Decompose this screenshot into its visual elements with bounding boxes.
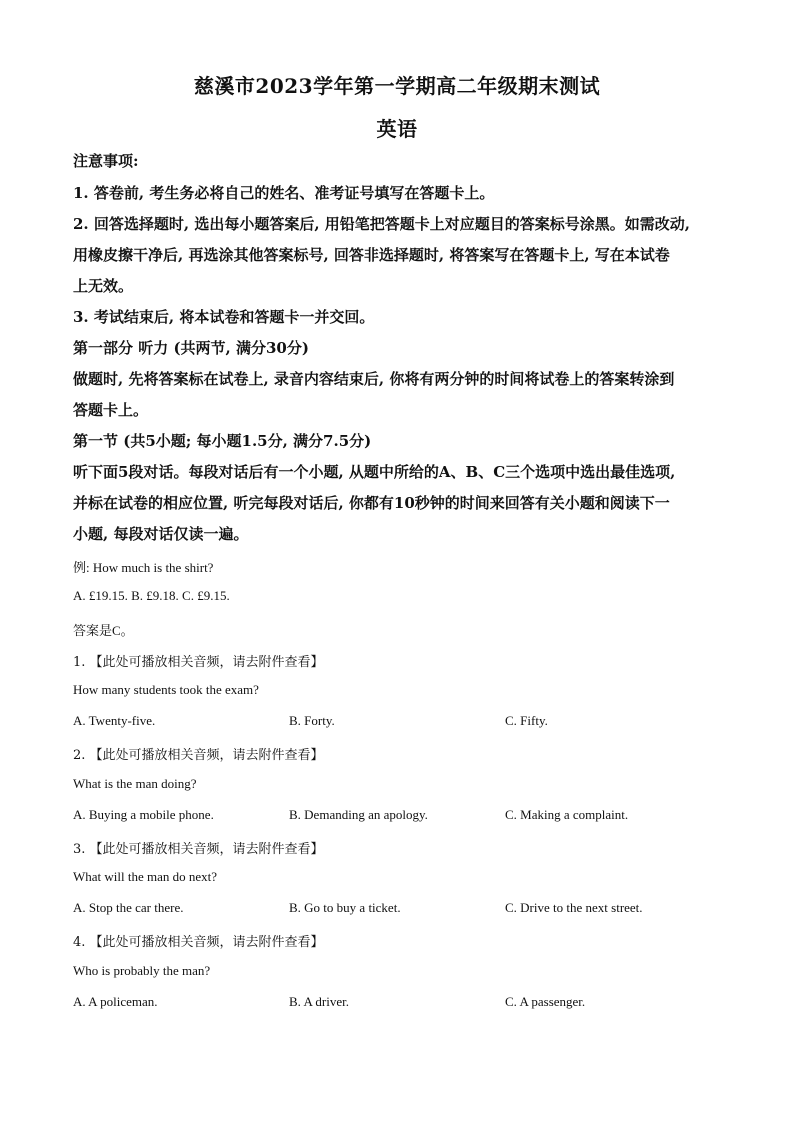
option-b[interactable]: B. Demanding an apology. bbox=[289, 807, 428, 822]
section1-heading: 第一节 (共5小题; 每小题1.5分, 满分7.5分) bbox=[73, 432, 372, 450]
option-c[interactable]: C. A passenger. bbox=[505, 994, 586, 1009]
audio-placeholder[interactable]: 3. 【此处可播放相关音频，请去附件查看】 bbox=[73, 842, 324, 857]
instruction-line: 听下面5段对话。每段对话后有一个小题, 从题中所给的A、B、C三个选项中选出最佳选项, bbox=[73, 463, 676, 481]
option-b[interactable]: B. A driver. bbox=[289, 994, 349, 1009]
example-answer: 答案是C。 bbox=[73, 623, 134, 638]
question-text: What is the man doing? bbox=[73, 776, 197, 791]
option-a[interactable]: A. Stop the car there. bbox=[73, 900, 184, 915]
note-line: 1. 答卷前, 考生务必将自己的姓名、准考证号填写在答题卡上。 bbox=[73, 184, 495, 202]
option-a[interactable]: A. Buying a mobile phone. bbox=[73, 807, 214, 822]
instruction-line: 小题, 每段对话仅读一遍。 bbox=[73, 525, 249, 543]
note-line: 上无效。 bbox=[73, 277, 134, 295]
audio-placeholder[interactable]: 1. 【此处可播放相关音频，请去附件查看】 bbox=[73, 655, 324, 670]
note-line: 3. 考试结束后, 将本试卷和答题卡一并交回。 bbox=[73, 308, 375, 326]
question-text: How many students took the exam? bbox=[73, 682, 259, 697]
subject-title: 英语 bbox=[376, 117, 418, 141]
notes-heading: 注意事项: bbox=[73, 152, 139, 170]
option-c[interactable]: C. Fifty. bbox=[505, 713, 548, 728]
option-c[interactable]: C. Drive to the next street. bbox=[505, 900, 643, 915]
example-options: A. £19.15. B. £9.18. C. £9.15. bbox=[73, 588, 230, 603]
option-a[interactable]: A. A policeman. bbox=[73, 994, 158, 1009]
part1-heading: 第一部分 听力 (共两节, 满分30分) bbox=[73, 339, 309, 357]
exam-title: 慈溪市2023学年第一学期高二年级期末测试 bbox=[193, 74, 601, 98]
instruction-line: 答题卡上。 bbox=[73, 401, 149, 419]
audio-placeholder[interactable]: 2. 【此处可播放相关音频，请去附件查看】 bbox=[73, 748, 324, 763]
option-b[interactable]: B. Go to buy a ticket. bbox=[289, 900, 401, 915]
example-question: 例: How much is the shirt? bbox=[73, 560, 214, 575]
option-c[interactable]: C. Making a complaint. bbox=[505, 807, 629, 822]
note-line: 2. 回答选择题时, 选出每小题答案后, 用铅笔把答题卡上对应题目的答案标号涂黑。如需改动, bbox=[73, 215, 690, 233]
instruction-line: 做题时, 先将答案标在试卷上, 录音内容结束后, 你将有两分钟的时间将试卷上的答案转涂到 bbox=[73, 370, 675, 388]
audio-placeholder[interactable]: 4. 【此处可播放相关音频，请去附件查看】 bbox=[73, 935, 324, 950]
question-text: What will the man do next? bbox=[73, 869, 218, 884]
question-text: Who is probably the man? bbox=[73, 963, 211, 978]
option-a[interactable]: A. Twenty-five. bbox=[73, 713, 156, 728]
instruction-line: 并标在试卷的相应位置, 听完每段对话后, 你都有10秒钟的时间来回答有关小题和阅读下一 bbox=[73, 494, 670, 512]
option-b[interactable]: B. Forty. bbox=[289, 713, 335, 728]
note-line: 用橡皮擦干净后, 再选涂其他答案标号, 回答非选择题时, 将答案写在答题卡上, 写在本试卷 bbox=[73, 246, 670, 264]
